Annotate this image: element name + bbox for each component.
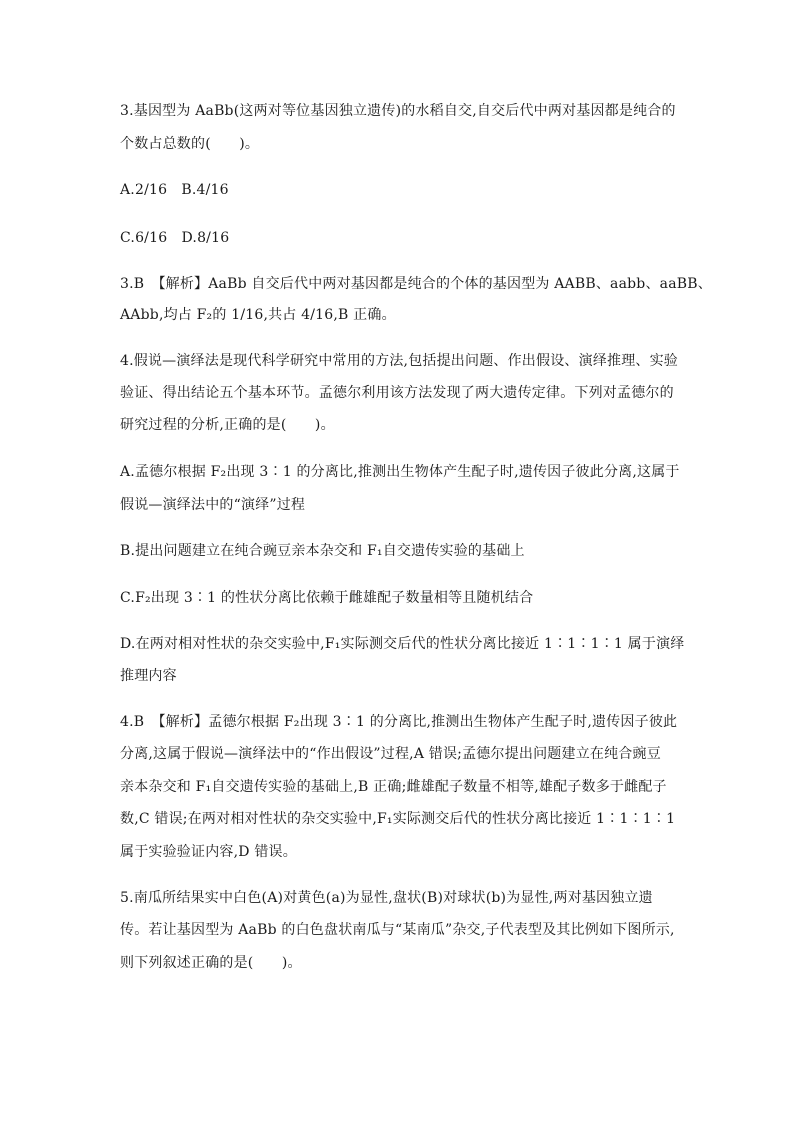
q3-options-cd: C.6/16 D.8/16 <box>120 230 230 246</box>
q3-options-ab: A.2/16 B.4/16 <box>120 182 229 198</box>
a4-line-3: 亲本杂交和 F₁自交遗传实验的基础上,B 正确;雌雄配子数量不相等,雄配子数多于雌配子 <box>120 779 667 795</box>
a4-line-2: 分离,这属于假说—演绎法中的“作出假设”过程,A 错误;孟德尔提出问题建立在纯合豌豆 <box>120 746 661 762</box>
a4-line-5: 属于实验验证内容,D 错误。 <box>120 844 297 860</box>
q4-option-a-line-1: A.孟德尔根据 F₂出现 3∶1 的分离比,推测出生物体产生配子时,遗传因子彼此分离,这属于 <box>120 464 680 480</box>
q4-option-b: B.提出问题建立在纯合豌豆亲本杂交和 F₁自交遗传实验的基础上 <box>120 543 525 559</box>
q4-option-d-line-1: D.在两对相对性状的杂交实验中,F₁实际测交后代的性状分离比接近 1∶1∶1∶1 属于演绎 <box>120 636 685 652</box>
q4-option-c: C.F₂出现 3∶1 的性状分离比依赖于雌雄配子数量相等且随机结合 <box>120 590 534 606</box>
q5-stem-line-2: 传。若让基因型为 AaBb 的白色盘状南瓜与“某南瓜”杂交,子代表型及其比例如下图所示, <box>120 922 675 938</box>
q4-stem-line-2: 验证、得出结论五个基本环节。孟德尔利用该方法发现了两大遗传定律。下列对孟德尔的 <box>120 385 674 401</box>
q3-stem-line-2: 个数占总数的( )。 <box>120 136 260 152</box>
q5-stem-line-3: 则下列叙述正确的是( )。 <box>120 955 302 971</box>
a3-line-1: 3.B 【解析】AaBb 自交后代中两对基因都是纯合的个体的基因型为 AABB、aabb、aaBB、 <box>120 276 712 292</box>
q4-option-d-line-2: 推理内容 <box>120 668 177 684</box>
a3-line-2: AAbb,均占 F₂的 1/16,共占 4/16,B 正确。 <box>120 307 396 323</box>
a4-line-4: 数,C 错误;在两对相对性状的杂交实验中,F₁实际测交后代的性状分离比接近 1∶1∶1∶1 <box>120 811 676 827</box>
q4-option-a-line-2: 假说—演绎法中的“演绎”过程 <box>120 497 306 513</box>
q4-stem-line-3: 研究过程的分析,正确的是( )。 <box>120 417 335 433</box>
q5-stem-line-1: 5.南瓜所结果实中白色(A)对黄色(a)为显性,盘状(B)对球状(b)为显性,两对基因独立遗 <box>120 890 653 906</box>
q3-stem-line-1: 3.基因型为 AaBb(这两对等位基因独立遗传)的水稻自交,自交后代中两对基因都是纯合的 <box>120 103 676 119</box>
a4-line-1: 4.B 【解析】孟德尔根据 F₂出现 3∶1 的分离比,推测出生物体产生配子时,遗传因子彼此 <box>120 714 678 730</box>
q4-stem-line-1: 4.假说—演绎法是现代科学研究中常用的方法,包括提出问题、作出假设、演绎推理、实验 <box>120 353 679 369</box>
